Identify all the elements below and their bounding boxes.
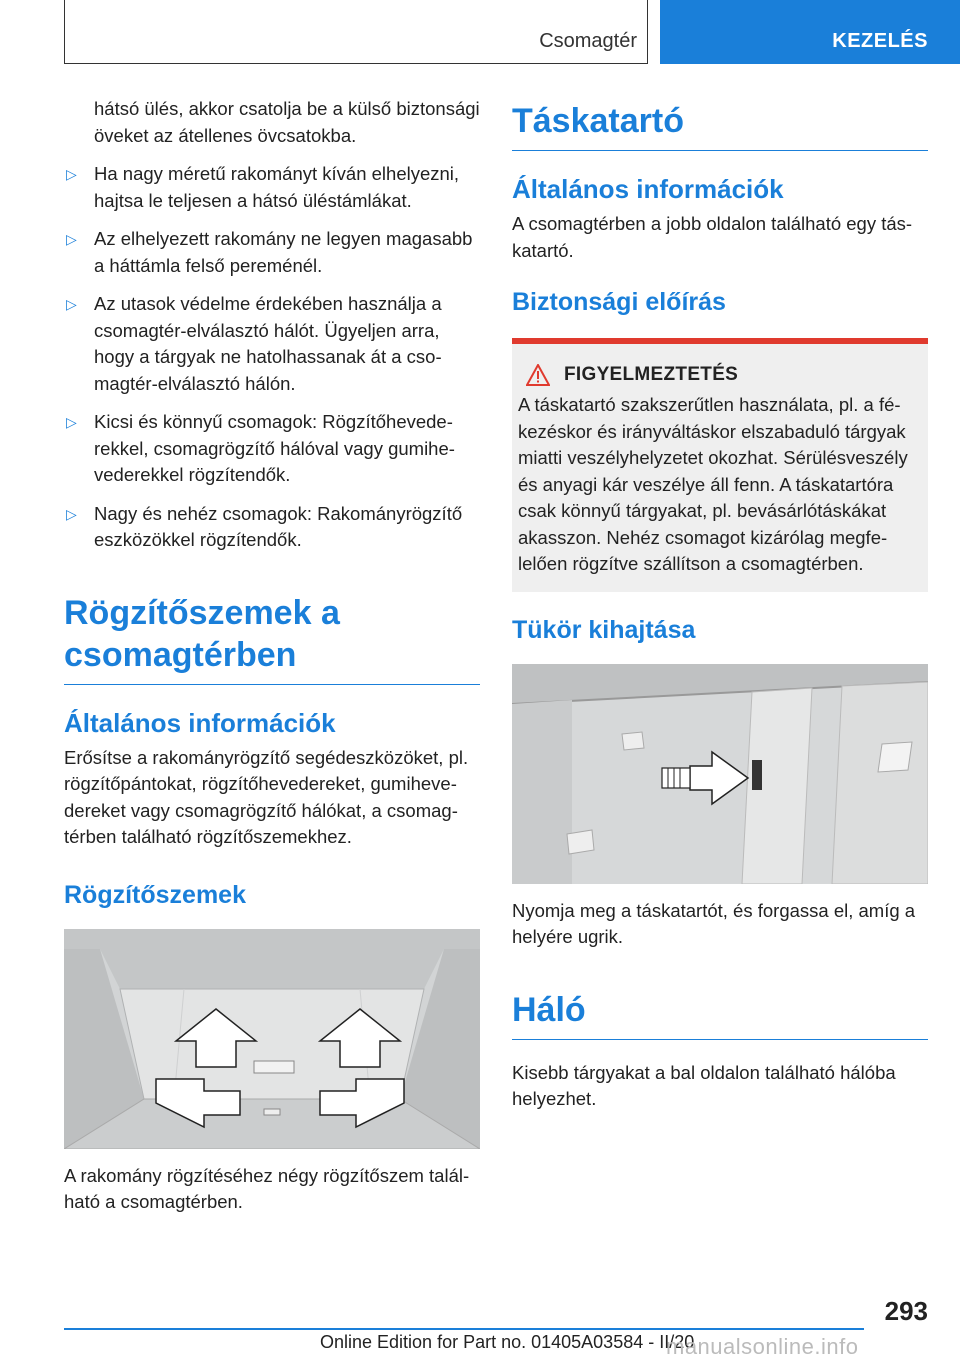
list-item: ▷ Ha nagy méretű rakományt kíván elhelyezni, hajtsa le teljesen a hátsó üléstámlákat. [66, 163, 460, 211]
list-item: ▷ Kicsi és könnyű csomagok: Rögzítőhevederekkel, csomagrögzítő hálóval vagy gumihevederekkel rögzítendők. [66, 411, 455, 485]
list-item: ▷ Nagy és nehéz csomagok: Rakományrögzítő eszközökkel rögzítendők. [66, 502, 463, 550]
triangle-bullet-icon: ▷ [66, 505, 77, 522]
general-info-heading: Általános információk [512, 174, 784, 204]
chapter-title: Csomagtér [539, 30, 637, 52]
section-tab-label: KEZELÉS [832, 30, 928, 52]
footer-edition [320, 1332, 694, 1353]
section-title-lashing-eyes: Rögzítőszemek a csomagtérben [64, 592, 480, 685]
warning-title: FIGYELMEZTETÉS [564, 364, 739, 385]
image-caption: A rakomány rögzítéséhez négy rögzítőszem található a csomagtérben. [64, 1164, 470, 1212]
right-column [512, 100, 928, 1113]
triangle-bullet-icon: ▷ [66, 231, 77, 247]
section-title-net: Háló [512, 989, 928, 1040]
left-column [64, 96, 480, 1216]
section-title-bag-hook: Táskatartó [512, 100, 928, 151]
warning-header [526, 364, 920, 386]
footer-edition-text: Online Edition for Part no. 01405A03584 - II/20 [320, 1332, 695, 1352]
list-item: ▷ Az utasok védelme érdekében használja a csomagtér-elválasztó hálót. Ügyeljen arra, hogy a tárgyak ne hatolhassanak át a csomagtér-elválasztó hálón. [66, 293, 442, 394]
general-info-text: A csomagtérben a jobb oldalon található egy táskatartó. [512, 213, 913, 261]
net-text: Kisebb tárgyakat a bal oldalon található hálóba helyezhet. [512, 1061, 896, 1109]
triangle-bullet-icon: ▷ [66, 414, 77, 430]
mirror-heading: Tükör kihajtása [512, 615, 696, 644]
triangle-bullet-icon: ▷ [66, 296, 77, 312]
watermark: manualsonline.info [666, 1334, 859, 1359]
instruction-list [64, 161, 480, 554]
general-info-heading: Általános információk [64, 707, 336, 738]
page-number: 293 [884, 1296, 928, 1326]
warning-text: A táskatartó szakszerűtlen használata, pl. a fékezéskor és irányváltáskor elszabaduló tárgyak miatti veszélyhelyzetet okozhat. Sérülésveszély és anyagi kár veszélye áll fenn. A táskatartóra csak könnyű tárgyakat, pl. bevásárlótáskákat akasszon. Nehéz csomagot kizárólag megfelelően rögzítve szállítson a csomagtérben. [518, 394, 908, 574]
footer-divider [64, 1328, 864, 1330]
mirror-text: Nyomja meg a táskatartót, és forgassa el, amíg a helyére ugrik. [512, 899, 916, 947]
lashing-eyes-heading: Rögzítőszemek [64, 880, 246, 909]
intro-text: hátsó ülés, akkor csatolja be a külső biztonsági öveket az átellenes övcsatokba. [94, 98, 480, 146]
header-title-box [64, 0, 648, 64]
bag-hook-image [512, 664, 928, 884]
list-item: ▷ Az elhelyezett rakomány ne legyen magasabb a háttámla felső pereménél. [66, 228, 473, 276]
cargo-area-image [64, 929, 480, 1149]
warning-box [512, 338, 928, 592]
safety-heading: Biztonsági előírás [512, 288, 726, 316]
triangle-bullet-icon: ▷ [66, 166, 77, 182]
section-tab[interactable] [660, 0, 960, 64]
warning-triangle-icon [526, 364, 550, 386]
general-info-text: Erősítse a rakományrögzítő segédeszközöket, pl. rögzítőpántokat, rögzítőhevedereket, gumihevedereket vagy csomagrögzítő hálókat, a csomagtérben található rögzítőszemekhez. [64, 746, 469, 847]
